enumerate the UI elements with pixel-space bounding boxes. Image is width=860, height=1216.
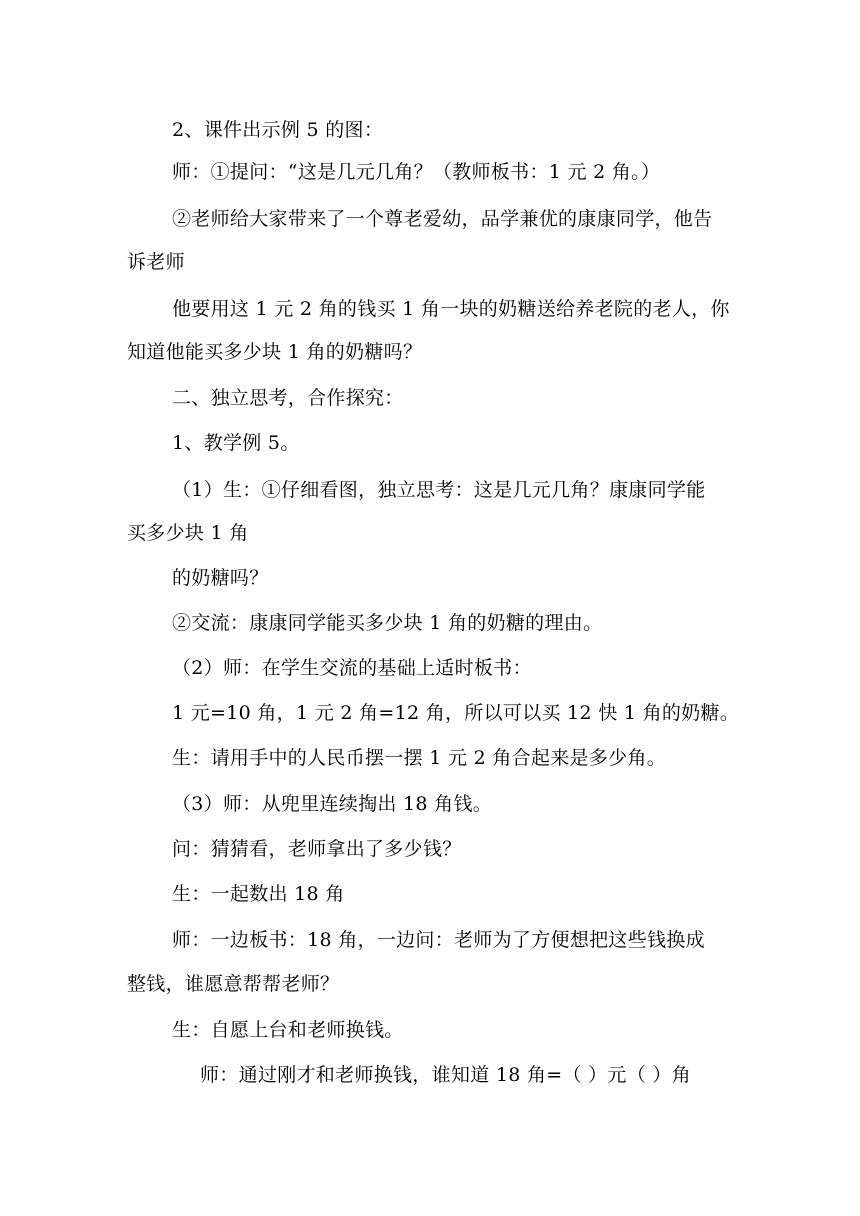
text-line: 1 元=10 角，1 元 2 角=12 角，所以可以买 12 快 1 角的奶糖。 — [172, 702, 740, 724]
text-line: ②老师给大家带来了一个尊老爱幼，品学兼优的康康同学，他告 — [172, 208, 713, 230]
text-line: 的奶糖吗？ — [172, 567, 269, 589]
text-line: （3）师：从兜里连续掏出 18 角钱。 — [172, 793, 493, 815]
text-line: 师：一边板书：18 角，一边问：老师为了方便想把这些钱换成 — [172, 929, 705, 951]
text-line: 买多少块 1 角 — [127, 522, 249, 544]
text-line: 生：自愿上台和老师换钱。 — [172, 1019, 404, 1041]
text-line: ②交流：康康同学能买多少块 1 角的奶糖的理由。 — [172, 612, 603, 634]
text-line: 1、教学例 5。 — [172, 432, 300, 454]
text-line: 问：猜猜看，老师拿出了多少钱？ — [172, 838, 462, 860]
text-line: 整钱，谁愿意帮帮老师？ — [127, 973, 340, 995]
text-line: 知道他能买多少块 1 角的奶糖吗？ — [127, 341, 423, 363]
text-line: 2、课件出示例 5 的图： — [172, 119, 384, 141]
text-line: 师：通过刚才和老师换钱，谁知道 18 角=（ ）元（ ）角 — [200, 1064, 691, 1086]
text-line: 诉老师 — [127, 251, 185, 273]
text-line: 生：请用手中的人民币摆一摆 1 元 2 角合起来是多少角。 — [172, 747, 667, 769]
text-line: 他要用这 1 元 2 角的钱买 1 角一块的奶糖送给养老院的老人，你 — [172, 298, 730, 320]
text-line: 二、独立思考，合作探究： — [172, 387, 404, 409]
text-line: （2）师：在学生交流的基础上适时板书： — [172, 657, 532, 679]
text-line: （1）生：①仔细看图，独立思考：这是几元几角？康康同学能 — [172, 479, 706, 501]
text-line: 生：一起数出 18 角 — [172, 883, 345, 905]
text-line: 师：①提问：“这是几元几角？（教师板书：1 元 2 角。） — [172, 161, 661, 183]
